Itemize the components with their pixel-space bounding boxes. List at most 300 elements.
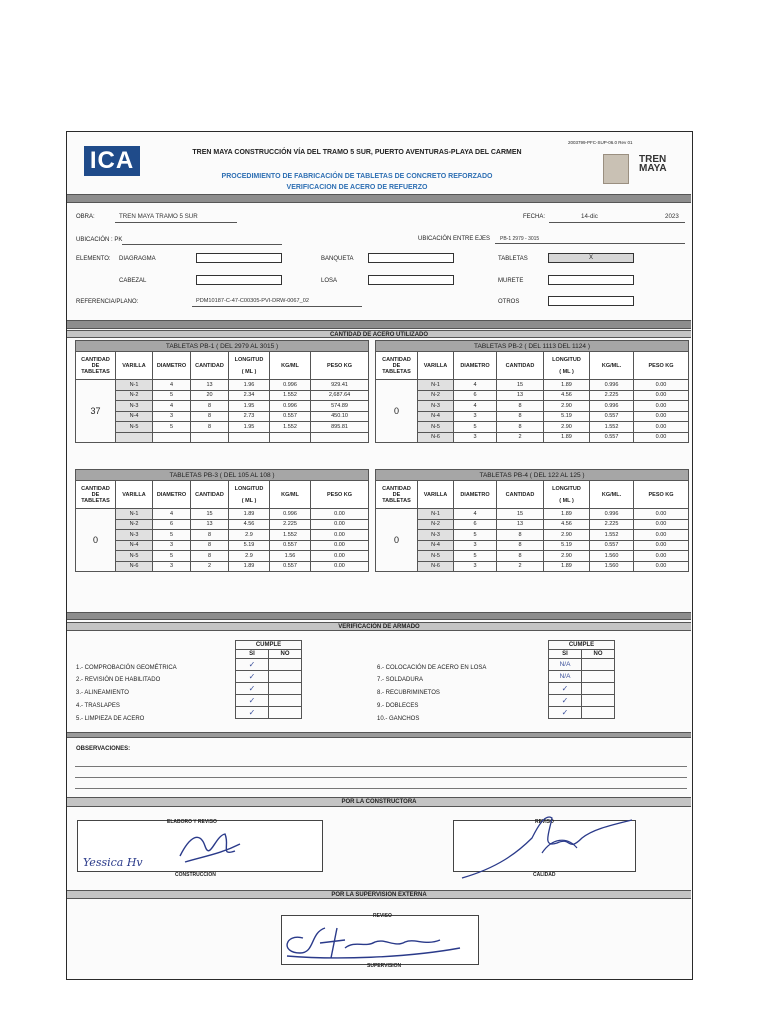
cell-cantidad: 8 bbox=[191, 530, 229, 541]
otros-checkbox[interactable] bbox=[548, 296, 634, 306]
cell-varilla: N-2 bbox=[418, 390, 454, 401]
cell-varilla: N-1 bbox=[116, 509, 153, 520]
cell-diametro: 5 bbox=[153, 530, 191, 541]
table-title: TABLETAS PB-1 ( DEL 2979 AL 3015 ) bbox=[76, 341, 369, 352]
cell-cantidad: 13 bbox=[497, 390, 544, 401]
header-cantidad: CANTIDAD bbox=[497, 352, 544, 380]
tabletas-quantity: 0 bbox=[76, 509, 116, 572]
cell-kg-ml: 1.56 bbox=[270, 551, 311, 562]
cell-peso-kg: 929.41 bbox=[311, 380, 369, 391]
cell-diametro: 3 bbox=[153, 411, 191, 422]
cell-peso-kg: 0.00 bbox=[634, 380, 689, 391]
check-mark[interactable]: ✓ bbox=[236, 683, 269, 695]
cell-diametro: 4 bbox=[454, 509, 497, 520]
cell-varilla: N-1 bbox=[418, 380, 454, 391]
cell-kg-ml: 0.557 bbox=[270, 411, 311, 422]
section-band-obs bbox=[67, 732, 691, 738]
table-row bbox=[76, 540, 369, 551]
check-mark[interactable]: N/A bbox=[549, 659, 582, 671]
section-band-mid bbox=[67, 612, 691, 620]
cell-longitud: 2.90 bbox=[544, 422, 590, 433]
table-row bbox=[376, 411, 689, 422]
cell-kg-ml: 1.552 bbox=[590, 530, 634, 541]
form-sheet bbox=[66, 131, 693, 980]
cell-longitud: 5.19 bbox=[544, 540, 590, 551]
cell-cantidad: 8 bbox=[191, 411, 229, 422]
header-kg-ml: KG/ML bbox=[270, 481, 311, 509]
cell-diametro: 3 bbox=[454, 411, 497, 422]
cell-peso-kg: 0.00 bbox=[634, 411, 689, 422]
table-row bbox=[376, 509, 689, 520]
calidad-label: CALIDAD bbox=[533, 872, 556, 878]
cell-varilla: N-3 bbox=[418, 530, 454, 541]
cell-cantidad: 8 bbox=[497, 422, 544, 433]
cell-peso-kg: 0.00 bbox=[634, 401, 689, 412]
cell-empty bbox=[229, 432, 270, 443]
cell-longitud: 1.95 bbox=[229, 401, 270, 412]
tabletas-quantity: 0 bbox=[376, 380, 418, 443]
cell-cantidad: 8 bbox=[191, 540, 229, 551]
cell-longitud: 2.9 bbox=[229, 530, 270, 541]
checklist-item: 9.- DOBLECES bbox=[377, 703, 419, 709]
checklist-right-grid bbox=[548, 640, 615, 719]
cell-diametro: 3 bbox=[153, 540, 191, 551]
cell-cantidad: 15 bbox=[497, 380, 544, 391]
section-cantidad-acero: CANTIDAD DE ACERO UTILIZADO bbox=[67, 330, 691, 338]
cell-peso-kg: 0.00 bbox=[311, 530, 369, 541]
signature-supervision-icon bbox=[275, 918, 465, 962]
checklist-item: 6.- COLOCACIÓN DE ACERO EN LOSA bbox=[377, 665, 487, 671]
cell-kg-ml: 0.996 bbox=[590, 401, 634, 412]
table-row bbox=[76, 380, 369, 391]
cell-longitud: 1.95 bbox=[229, 422, 270, 433]
cell-cantidad: 20 bbox=[191, 390, 229, 401]
cell-varilla: N-5 bbox=[418, 422, 454, 433]
cell-varilla: N-4 bbox=[418, 540, 454, 551]
header-kg-ml: KG/ML bbox=[270, 352, 311, 380]
fecha-year: 2023 bbox=[665, 213, 679, 220]
cell-kg-ml: 0.996 bbox=[270, 509, 311, 520]
fecha-underline bbox=[549, 222, 685, 223]
cell-kg-ml: 0.557 bbox=[590, 540, 634, 551]
check-empty[interactable] bbox=[269, 695, 302, 707]
table-row bbox=[376, 551, 689, 562]
cell-varilla: N-1 bbox=[418, 509, 454, 520]
ubicacion-ejes-value: PB-1 2979 - 3015 bbox=[500, 236, 540, 242]
header-peso-kg: PESO KG bbox=[311, 352, 369, 380]
form-title: TREN MAYA CONSTRUCCIÓN VÍA DEL TRAMO 5 SUR, PUERTO AVENTURAS-PLAYA DEL CARMEN bbox=[192, 149, 522, 156]
cell-diametro: 6 bbox=[454, 519, 497, 530]
elemento-label: ELEMENTO: bbox=[76, 256, 111, 262]
diafragma-checkbox[interactable] bbox=[196, 253, 282, 263]
check-empty[interactable] bbox=[582, 707, 615, 719]
fecha-day: 14-dic bbox=[581, 213, 598, 220]
cell-cantidad: 8 bbox=[497, 530, 544, 541]
cell-varilla: N-5 bbox=[116, 422, 153, 433]
handwritten-name: Yessica Hv bbox=[83, 856, 143, 869]
cell-cantidad: 8 bbox=[191, 422, 229, 433]
cell-varilla: N-4 bbox=[116, 540, 153, 551]
cell-diametro: 4 bbox=[153, 509, 191, 520]
cell-kg-ml: 1.552 bbox=[590, 422, 634, 433]
tabletas-label: TABLETAS bbox=[498, 256, 528, 262]
cell-empty bbox=[270, 432, 311, 443]
observaciones-line[interactable] bbox=[75, 788, 687, 789]
cell-peso-kg: 0.00 bbox=[634, 530, 689, 541]
header-varilla: VARILLA bbox=[418, 352, 454, 380]
cell-longitud: 5.19 bbox=[544, 411, 590, 422]
table-row bbox=[76, 422, 369, 433]
cell-cantidad: 15 bbox=[497, 509, 544, 520]
supervision-label: SUPERVISION bbox=[367, 963, 402, 969]
table-row bbox=[376, 432, 689, 443]
cell-longitud: 4.56 bbox=[544, 390, 590, 401]
government-emblem-icon bbox=[603, 154, 629, 184]
referencia-value: PDM10187-C-47-C00305-PVI-DRW-0067_02 bbox=[196, 298, 309, 304]
cell-empty bbox=[191, 432, 229, 443]
cell-diametro: 4 bbox=[153, 401, 191, 412]
header-cantidad: CANTIDAD bbox=[497, 481, 544, 509]
header-varilla: VARILLA bbox=[116, 481, 153, 509]
cell-cantidad: 15 bbox=[191, 509, 229, 520]
cell-kg-ml: 0.557 bbox=[270, 540, 311, 551]
header-diametro: DIAMETRO bbox=[454, 352, 497, 380]
cell-varilla: N-3 bbox=[418, 401, 454, 412]
cell-empty bbox=[116, 432, 153, 443]
checklist-item: 1.- COMPROBACIÓN GEOMÉTRICA bbox=[76, 665, 177, 671]
section-constructora: POR LA CONSTRUCTORA bbox=[67, 798, 691, 807]
table-row bbox=[376, 561, 689, 572]
cell-cantidad: 13 bbox=[497, 519, 544, 530]
cell-longitud: 5.19 bbox=[229, 540, 270, 551]
header-cantidad-tabletas: CANTIDAD DE TABLETAS bbox=[376, 352, 418, 380]
tren-maya-logo bbox=[639, 155, 667, 173]
cell-varilla: N-6 bbox=[418, 561, 454, 572]
header-longitud: LONGITUD ( ML ) bbox=[229, 352, 270, 380]
cell-cantidad: 8 bbox=[497, 401, 544, 412]
cell-peso-kg: 0.00 bbox=[634, 540, 689, 551]
subtitle-line-2: VERIFICACION DE ACERO DE REFUERZO bbox=[286, 184, 428, 191]
cell-diametro: 5 bbox=[454, 551, 497, 562]
cell-kg-ml: 2.225 bbox=[590, 519, 634, 530]
header-cantidad: CANTIDAD bbox=[191, 352, 229, 380]
header-cantidad-tabletas: CANTIDAD DE TABLETAS bbox=[376, 481, 418, 509]
observaciones-label: OBSERVACIONES: bbox=[76, 746, 131, 752]
checklist-item: 7.- SOLDADURA bbox=[377, 677, 424, 683]
header-cantidad-tabletas: CANTIDAD DE TABLETAS bbox=[76, 352, 116, 380]
cell-longitud: 1.89 bbox=[229, 561, 270, 572]
cell-longitud: 1.89 bbox=[544, 432, 590, 443]
table-row bbox=[376, 540, 689, 551]
header-divider-band bbox=[67, 194, 691, 203]
cell-kg-ml: 0.996 bbox=[590, 509, 634, 520]
cell-diametro: 3 bbox=[454, 540, 497, 551]
cell-cantidad: 8 bbox=[191, 401, 229, 412]
table-row bbox=[76, 401, 369, 412]
cell-peso-kg: 450.10 bbox=[311, 411, 369, 422]
otros-label: OTROS bbox=[498, 299, 520, 305]
cell-longitud: 4.56 bbox=[229, 519, 270, 530]
losa-label: LOSA bbox=[321, 278, 338, 284]
signature-calidad-icon bbox=[457, 808, 637, 886]
cell-kg-ml: 0.996 bbox=[270, 380, 311, 391]
banqueta-label: BANQUETA bbox=[321, 256, 354, 262]
cell-longitud: 2.73 bbox=[229, 411, 270, 422]
obra-underline bbox=[115, 222, 237, 223]
referencia-label: REFERENCIA/PLANO: bbox=[76, 299, 139, 305]
observaciones-line[interactable] bbox=[75, 766, 687, 767]
cell-peso-kg: 0.00 bbox=[311, 540, 369, 551]
cell-peso-kg: 0.00 bbox=[311, 519, 369, 530]
cell-diametro: 3 bbox=[454, 432, 497, 443]
cell-cantidad: 13 bbox=[191, 519, 229, 530]
cell-cantidad: 2 bbox=[497, 561, 544, 572]
ubicacion-underline bbox=[122, 244, 282, 245]
no-header: NO bbox=[269, 650, 302, 659]
check-mark[interactable]: ✓ bbox=[549, 707, 582, 719]
check-empty[interactable] bbox=[269, 659, 302, 671]
cell-peso-kg: 0.00 bbox=[634, 509, 689, 520]
header-diametro: DIAMETRO bbox=[153, 481, 191, 509]
check-empty[interactable] bbox=[582, 695, 615, 707]
construccion-label: CONSTRUCCION bbox=[175, 872, 216, 878]
steel-table-pb3 bbox=[75, 469, 369, 572]
checklist-item: 8.- RECUBRIMINETOS bbox=[377, 690, 440, 696]
cell-varilla: N-4 bbox=[116, 411, 153, 422]
cell-longitud: 2.9 bbox=[229, 551, 270, 562]
table-row bbox=[76, 509, 369, 520]
section-verificacion: VERIFICACIÓN DE ARMADO bbox=[67, 622, 691, 631]
cell-peso-kg: 0.00 bbox=[634, 390, 689, 401]
header-kg-ml: KG/ML. bbox=[590, 352, 634, 380]
cell-peso-kg: 0.00 bbox=[634, 432, 689, 443]
header-longitud: LONGITUD ( ML ) bbox=[544, 352, 590, 380]
cell-kg-ml: 1.552 bbox=[270, 530, 311, 541]
subtitle-line-1: PROCEDIMIENTO DE FABRICACIÓN DE TABLETAS DE CONCRETO REFORZADO bbox=[221, 173, 493, 180]
signature-construccion-icon bbox=[175, 826, 245, 870]
cell-diametro: 3 bbox=[153, 561, 191, 572]
table-row bbox=[376, 422, 689, 433]
obra-value: TREN MAYA TRAMO 5 SUR bbox=[119, 213, 198, 220]
tabletas-quantity: 0 bbox=[376, 509, 418, 572]
cell-varilla: N-1 bbox=[116, 380, 153, 391]
cumple-header: CUMPLE bbox=[236, 641, 302, 650]
ubicacion-ejes-underline bbox=[495, 243, 685, 244]
cell-kg-ml: 2.225 bbox=[590, 390, 634, 401]
cell-longitud: 2.34 bbox=[229, 390, 270, 401]
cell-varilla: N-2 bbox=[418, 519, 454, 530]
cell-cantidad: 8 bbox=[497, 540, 544, 551]
table-row bbox=[76, 519, 369, 530]
cell-kg-ml: 0.557 bbox=[270, 561, 311, 572]
header-diametro: DIAMETRO bbox=[153, 352, 191, 380]
cell-cantidad: 8 bbox=[497, 551, 544, 562]
table-title: TABLETAS PB-2 ( DEL 1113 DEL 1124 ) bbox=[376, 341, 689, 352]
table-title: TABLETAS PB-3 ( DEL 105 AL 108 ) bbox=[76, 470, 369, 481]
cell-peso-kg: 0.00 bbox=[634, 561, 689, 572]
tabletas-quantity: 37 bbox=[76, 380, 116, 443]
check-empty[interactable] bbox=[582, 671, 615, 683]
steel-table-pb1 bbox=[75, 340, 369, 443]
cell-varilla: N-4 bbox=[418, 411, 454, 422]
ica-logo: ICA bbox=[84, 146, 140, 176]
header-varilla: VARILLA bbox=[418, 481, 454, 509]
table-row bbox=[76, 551, 369, 562]
cell-kg-ml: 0.557 bbox=[590, 411, 634, 422]
table-row bbox=[376, 401, 689, 412]
table-row bbox=[376, 519, 689, 530]
cell-empty bbox=[153, 432, 191, 443]
cell-peso-kg: 0.00 bbox=[634, 551, 689, 562]
banqueta-checkbox[interactable] bbox=[368, 253, 454, 263]
cell-peso-kg: 0.00 bbox=[634, 519, 689, 530]
header-varilla: VARILLA bbox=[116, 352, 153, 380]
cell-cantidad: 13 bbox=[191, 380, 229, 391]
cell-varilla: N-2 bbox=[116, 519, 153, 530]
check-empty[interactable] bbox=[269, 683, 302, 695]
cell-diametro: 3 bbox=[454, 561, 497, 572]
cell-kg-ml: 2.225 bbox=[270, 519, 311, 530]
table-row bbox=[76, 530, 369, 541]
checklist-item: 3.- ALINEAMIENTO bbox=[76, 690, 129, 696]
table-row bbox=[76, 390, 369, 401]
cell-diametro: 6 bbox=[153, 519, 191, 530]
checklist-item: 2.- REVISIÓN DE HABILITADO bbox=[76, 677, 161, 683]
cabezal-checkbox[interactable] bbox=[196, 275, 282, 285]
losa-checkbox[interactable] bbox=[368, 275, 454, 285]
check-empty[interactable] bbox=[269, 707, 302, 719]
diafragma-label: DIAGRAGMA bbox=[119, 256, 156, 262]
cabezal-label: CABEZAL bbox=[119, 278, 147, 284]
cell-longitud: 1.89 bbox=[544, 380, 590, 391]
obra-label: OBRA: bbox=[76, 214, 95, 220]
cell-peso-kg: 0.00 bbox=[311, 509, 369, 520]
table-row bbox=[76, 561, 369, 572]
cell-kg-ml: 1.552 bbox=[270, 422, 311, 433]
checklist-item: 5.- LIMPIEZA DE ACERO bbox=[76, 716, 145, 722]
header-longitud: LONGITUD ( ML ) bbox=[229, 481, 270, 509]
cell-diametro: 5 bbox=[454, 422, 497, 433]
cell-varilla: N-6 bbox=[418, 432, 454, 443]
cell-varilla: N-3 bbox=[116, 401, 153, 412]
header-longitud: LONGITUD ( ML ) bbox=[544, 481, 590, 509]
cell-empty bbox=[311, 432, 369, 443]
table-row bbox=[376, 530, 689, 541]
cell-diametro: 4 bbox=[454, 380, 497, 391]
cell-peso-kg: 0.00 bbox=[634, 422, 689, 433]
observaciones-line[interactable] bbox=[75, 777, 687, 778]
check-mark[interactable]: N/A bbox=[549, 671, 582, 683]
cell-varilla: N-2 bbox=[116, 390, 153, 401]
cell-diametro: 4 bbox=[153, 380, 191, 391]
cell-longitud: 1.89 bbox=[229, 509, 270, 520]
header-peso-kg: PESO KG bbox=[634, 481, 689, 509]
cell-peso-kg: 574.89 bbox=[311, 401, 369, 412]
cell-diametro: 4 bbox=[454, 401, 497, 412]
cell-kg-ml: 1.552 bbox=[270, 390, 311, 401]
cell-diametro: 6 bbox=[454, 390, 497, 401]
header-cantidad: CANTIDAD bbox=[191, 481, 229, 509]
cell-longitud: 1.96 bbox=[229, 380, 270, 391]
header-cantidad-tabletas: CANTIDAD DE TABLETAS bbox=[76, 481, 116, 509]
cell-cantidad: 2 bbox=[191, 561, 229, 572]
check-mark[interactable]: ✓ bbox=[549, 695, 582, 707]
elaboro-reviso-label: ELABORO Y REVISO bbox=[167, 819, 217, 825]
header-diametro: DIAMETRO bbox=[454, 481, 497, 509]
check-mark[interactable]: ✓ bbox=[549, 683, 582, 695]
check-mark[interactable]: ✓ bbox=[236, 671, 269, 683]
ubicacion-ejes-label: UBICACIÓN ENTRE EJES bbox=[418, 236, 491, 242]
cell-longitud: 1.89 bbox=[544, 509, 590, 520]
cell-diametro: 5 bbox=[454, 530, 497, 541]
brand-line-1: TREN bbox=[639, 154, 667, 165]
cell-cantidad: 8 bbox=[191, 551, 229, 562]
check-empty[interactable] bbox=[582, 683, 615, 695]
table-row bbox=[376, 380, 689, 391]
table-row bbox=[76, 432, 369, 443]
cell-longitud: 2.90 bbox=[544, 551, 590, 562]
table-row bbox=[76, 411, 369, 422]
cumple-header: CUMPLE bbox=[549, 641, 615, 650]
cell-longitud: 4.56 bbox=[544, 519, 590, 530]
cell-kg-ml: 0.996 bbox=[270, 401, 311, 412]
check-mark[interactable]: ✓ bbox=[236, 707, 269, 719]
cell-varilla: N-3 bbox=[116, 530, 153, 541]
check-mark[interactable]: ✓ bbox=[236, 695, 269, 707]
cell-cantidad: 2 bbox=[497, 432, 544, 443]
cell-peso-kg: 0.00 bbox=[311, 551, 369, 562]
cell-diametro: 5 bbox=[153, 551, 191, 562]
cell-varilla: N-5 bbox=[418, 551, 454, 562]
header-kg-ml: KG/ML. bbox=[590, 481, 634, 509]
tabletas-checkbox[interactable]: X bbox=[548, 253, 634, 263]
cell-peso-kg: 0.00 bbox=[311, 561, 369, 572]
checklist-item: 4.- TRASLAPES bbox=[76, 703, 120, 709]
cell-longitud: 2.90 bbox=[544, 530, 590, 541]
si-header: SI bbox=[549, 650, 582, 659]
steel-table-pb4 bbox=[375, 469, 689, 572]
murete-checkbox[interactable] bbox=[548, 275, 634, 285]
murete-label: MURETE bbox=[498, 278, 524, 284]
ubicacion-label: UBICACIÓN : PK bbox=[76, 237, 123, 243]
cell-diametro: 5 bbox=[153, 422, 191, 433]
cell-kg-ml: 1.560 bbox=[590, 561, 634, 572]
referencia-underline bbox=[192, 306, 362, 307]
cell-varilla: N-5 bbox=[116, 551, 153, 562]
check-empty[interactable] bbox=[582, 659, 615, 671]
document-code: 2003799-PFC-SUP-06.0 Rev 01 bbox=[568, 140, 633, 145]
header-peso-kg: PESO KG bbox=[311, 481, 369, 509]
fecha-label: FECHA: bbox=[523, 214, 546, 220]
checklist-left-grid bbox=[235, 640, 302, 719]
section-band-top bbox=[67, 320, 691, 329]
cell-longitud: 1.89 bbox=[544, 561, 590, 572]
cell-cantidad: 8 bbox=[497, 411, 544, 422]
brand-line-2: MAYA bbox=[639, 163, 667, 174]
check-mark[interactable]: ✓ bbox=[236, 659, 269, 671]
header-peso-kg: PESO KG bbox=[634, 352, 689, 380]
cell-diametro: 5 bbox=[153, 390, 191, 401]
cell-longitud: 2.90 bbox=[544, 401, 590, 412]
cell-varilla: N-6 bbox=[116, 561, 153, 572]
si-header: SI bbox=[236, 650, 269, 659]
steel-table-pb2 bbox=[375, 340, 689, 443]
section-supervision: POR LA SUPERVISION EXTERNA bbox=[67, 890, 691, 899]
form-subtitle bbox=[197, 171, 517, 193]
check-empty[interactable] bbox=[269, 671, 302, 683]
reviso-label: REVISO bbox=[535, 819, 554, 825]
checklist-item: 10.- GANCHOS bbox=[377, 716, 420, 722]
